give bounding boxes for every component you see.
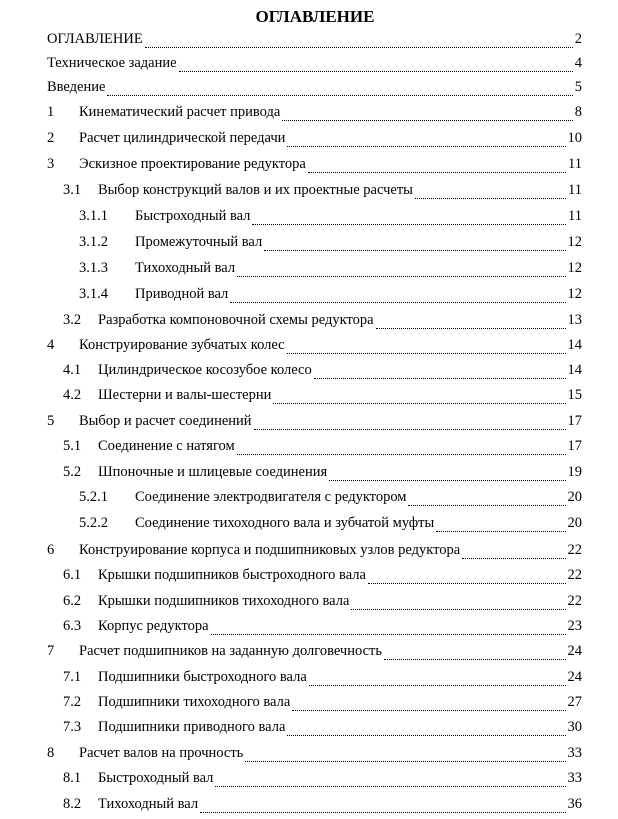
- toc-entry[interactable]: [47, 103, 582, 121]
- toc-entry-title: Подшипники быстроходного вала: [98, 669, 307, 685]
- toc-entry-page: 17: [567, 413, 582, 429]
- toc-entry[interactable]: [63, 617, 582, 635]
- toc-dot-leader: [287, 133, 565, 147]
- toc-dot-leader: [287, 722, 565, 736]
- toc-entry-title: Расчет валов на прочность: [79, 745, 244, 761]
- toc-entry[interactable]: [63, 795, 582, 813]
- toc-entry-page: 22: [567, 542, 582, 558]
- toc-entry[interactable]: [47, 129, 582, 147]
- toc-entry-number: 6.3: [63, 618, 82, 634]
- toc-entry-page: 33: [567, 745, 582, 761]
- toc-entry[interactable]: [79, 488, 582, 506]
- toc-entry-title: Промежуточный вал: [135, 234, 263, 250]
- toc-entry-title: Приводной вал: [135, 286, 229, 302]
- page-title: ОГЛАВЛЕНИЕ: [255, 7, 375, 26]
- toc-entry-title: Крышки подшипников быстроходного вала: [98, 567, 366, 583]
- toc-entry-page: 36: [567, 796, 582, 812]
- toc-entry-title: Подшипники тихоходного вала: [98, 694, 291, 710]
- toc-dot-leader: [237, 441, 566, 455]
- toc-entry[interactable]: [79, 233, 582, 251]
- toc-dot-leader: [287, 340, 566, 354]
- toc-entry-title: Выбор конструкций валов и их проектные расчеты: [98, 182, 413, 198]
- toc-entry[interactable]: [47, 78, 582, 96]
- toc-entry[interactable]: [47, 155, 582, 173]
- toc-entry-page: 20: [567, 515, 582, 531]
- toc-entry-number: 3.1.4: [79, 286, 108, 302]
- toc-dot-leader: [351, 596, 565, 610]
- toc-dot-leader: [384, 646, 566, 660]
- toc-entry-number: 5: [47, 413, 55, 429]
- toc-entry[interactable]: [63, 769, 582, 787]
- toc-entry-page: 8: [574, 104, 582, 120]
- toc-entry[interactable]: [47, 54, 582, 72]
- toc-entry-page: 10: [567, 130, 582, 146]
- toc-entry-page: 2: [574, 31, 582, 47]
- toc-entry-page: 4: [574, 55, 582, 71]
- toc-entry-number: 7.3: [63, 719, 82, 735]
- toc-entry-page: 24: [567, 643, 582, 659]
- toc-entry-title: Соединение тихоходного вала и зубчатой муфты: [135, 515, 435, 531]
- toc-entry-title: Шпоночные и шлицевые соединения: [98, 464, 328, 480]
- toc-dot-leader: [314, 365, 566, 379]
- toc-entry-page: 11: [568, 156, 582, 172]
- toc-dot-leader: [237, 263, 565, 277]
- toc-entry[interactable]: [47, 541, 582, 559]
- toc-entry[interactable]: [63, 566, 582, 584]
- toc-dot-leader: [436, 518, 565, 532]
- toc-entry-title: Подшипники приводного вала: [98, 719, 286, 735]
- toc-dot-leader: [215, 773, 565, 787]
- toc-dot-leader: [273, 390, 565, 404]
- toc-entry-number: 6.2: [63, 593, 82, 609]
- toc-entry-page: 24: [567, 669, 582, 685]
- toc-entry-title: Цилиндрическое косозубое колесо: [98, 362, 312, 378]
- toc-entry[interactable]: [63, 668, 582, 686]
- toc-entry[interactable]: [63, 592, 582, 610]
- toc-entry-number: 5.1: [63, 438, 82, 454]
- toc-entry-page: 11: [568, 182, 582, 198]
- toc-entry-page: 30: [567, 719, 582, 735]
- toc-dot-leader: [179, 58, 573, 72]
- toc-entry[interactable]: [63, 361, 582, 379]
- toc-entry-page: 22: [567, 567, 582, 583]
- toc-entry-page: 5: [574, 79, 582, 95]
- toc-entry-page: 14: [567, 362, 582, 378]
- toc-dot-leader: [368, 570, 566, 584]
- toc-dot-leader: [462, 545, 565, 559]
- toc-entry[interactable]: [79, 259, 582, 277]
- toc-entry-number: 5.2.2: [79, 515, 108, 531]
- toc-entry-number: 3.2: [63, 312, 82, 328]
- toc-dot-leader: [211, 621, 566, 635]
- toc-entry[interactable]: [63, 718, 582, 736]
- toc-entry[interactable]: [63, 437, 582, 455]
- toc-entry-page: 19: [567, 464, 582, 480]
- toc-dot-leader: [376, 315, 566, 329]
- toc-entry-number: 4: [47, 337, 55, 353]
- toc-entry-number: 8.2: [63, 796, 82, 812]
- toc-entry[interactable]: [63, 311, 582, 329]
- toc-dot-leader: [254, 416, 566, 430]
- toc-entry-number: 4.2: [63, 387, 82, 403]
- toc-entry-title: ОГЛАВЛЕНИЕ: [47, 31, 143, 47]
- toc-entry-title: Тихоходный вал: [135, 260, 236, 276]
- toc-entry-title: Эскизное проектирование редуктора: [79, 156, 306, 172]
- toc-entry-title: Корпус редуктора: [98, 618, 209, 634]
- toc-entry-title: Разработка компоновочной схемы редуктора: [98, 312, 374, 328]
- toc-entry-title: Соединение с натягом: [98, 438, 235, 454]
- toc-entry-number: 2: [47, 130, 55, 146]
- toc-entry-number: 7.2: [63, 694, 82, 710]
- toc-entry-page: 22: [567, 593, 582, 609]
- toc-dot-leader: [264, 237, 565, 251]
- toc-entry-title: Конструирование зубчатых колес: [79, 337, 285, 353]
- toc-entry-number: 8: [47, 745, 55, 761]
- toc-entry-number: 6.1: [63, 567, 82, 583]
- toc-dot-leader: [415, 185, 566, 199]
- toc-entry[interactable]: [79, 514, 582, 532]
- toc-entry-page: 20: [567, 489, 582, 505]
- toc-entry-page: 23: [567, 618, 582, 634]
- toc-dot-leader: [309, 672, 566, 686]
- toc-dot-leader: [329, 467, 565, 481]
- toc-dot-leader: [408, 492, 565, 506]
- toc-dot-leader: [107, 82, 572, 96]
- toc-entry-page: 27: [567, 694, 582, 710]
- toc-entry-title: Введение: [47, 79, 106, 95]
- toc-dot-leader: [145, 34, 573, 48]
- toc-entry-page: 11: [568, 208, 582, 224]
- toc-entry[interactable]: [47, 412, 582, 430]
- toc-entry-number: 5.2.1: [79, 489, 108, 505]
- toc-entry[interactable]: [47, 30, 582, 48]
- toc-entry-title: Крышки подшипников тихоходного вала: [98, 593, 350, 609]
- toc-entry[interactable]: [63, 181, 582, 199]
- toc-dot-leader: [230, 289, 565, 303]
- toc-dot-leader: [292, 697, 565, 711]
- toc-entry-number: 3.1.3: [79, 260, 108, 276]
- toc-entry[interactable]: [63, 386, 582, 404]
- toc-entry-number: 4.1: [63, 362, 82, 378]
- toc-entry-page: 17: [567, 438, 582, 454]
- toc-entry-number: 3: [47, 156, 55, 172]
- toc-dot-leader: [200, 799, 565, 813]
- toc-entry-title: Тихоходный вал: [98, 796, 199, 812]
- toc-entry-number: 3.1.2: [79, 234, 108, 250]
- toc-entry-number: 7.1: [63, 669, 82, 685]
- toc-entry-page: 12: [567, 260, 582, 276]
- toc-entry-title: Соединение электродвигателя с редуктором: [135, 489, 407, 505]
- toc-dot-leader: [245, 748, 565, 762]
- toc-entry-number: 8.1: [63, 770, 82, 786]
- toc-entry[interactable]: [63, 463, 582, 481]
- toc-dot-leader: [282, 107, 572, 121]
- toc-entry[interactable]: [47, 744, 582, 762]
- toc-entry-title: Быстроходный вал: [98, 770, 214, 786]
- toc-entry-title: Расчет подшипников на заданную долговечность: [79, 643, 382, 659]
- toc-entry-number: 3.1: [63, 182, 82, 198]
- toc-entry-page: 15: [567, 387, 582, 403]
- toc-dot-leader: [308, 159, 566, 173]
- toc-entry-number: 5.2: [63, 464, 82, 480]
- toc-entry[interactable]: [47, 336, 582, 354]
- toc-entry-number: 6: [47, 542, 55, 558]
- toc-entry-title: Конструирование корпуса и подшипниковых узлов редуктора: [79, 542, 461, 558]
- toc-entry-page: 12: [567, 234, 582, 250]
- toc-entry[interactable]: [79, 285, 582, 303]
- toc-entry-number: 7: [47, 643, 55, 659]
- toc-entry-title: Шестерни и валы-шестерни: [98, 387, 272, 403]
- toc-entry-title: Быстроходный вал: [135, 208, 251, 224]
- toc-entry-number: 1: [47, 104, 55, 120]
- toc-entry-title: Кинематический расчет привода: [79, 104, 281, 120]
- toc-entry-page: 14: [567, 337, 582, 353]
- toc-entry[interactable]: [63, 693, 582, 711]
- toc-entry[interactable]: [47, 642, 582, 660]
- toc-entry-page: 33: [567, 770, 582, 786]
- toc-entry-page: 13: [567, 312, 582, 328]
- toc-entry-title: Расчет цилиндрической передачи: [79, 130, 286, 146]
- toc-entry-title: Техническое задание: [47, 55, 177, 71]
- toc-entry-title: Выбор и расчет соединений: [79, 413, 252, 429]
- toc-entry-page: 12: [567, 286, 582, 302]
- toc-entry[interactable]: [79, 207, 582, 225]
- toc-entry-number: 3.1.1: [79, 208, 108, 224]
- toc-dot-leader: [252, 211, 566, 225]
